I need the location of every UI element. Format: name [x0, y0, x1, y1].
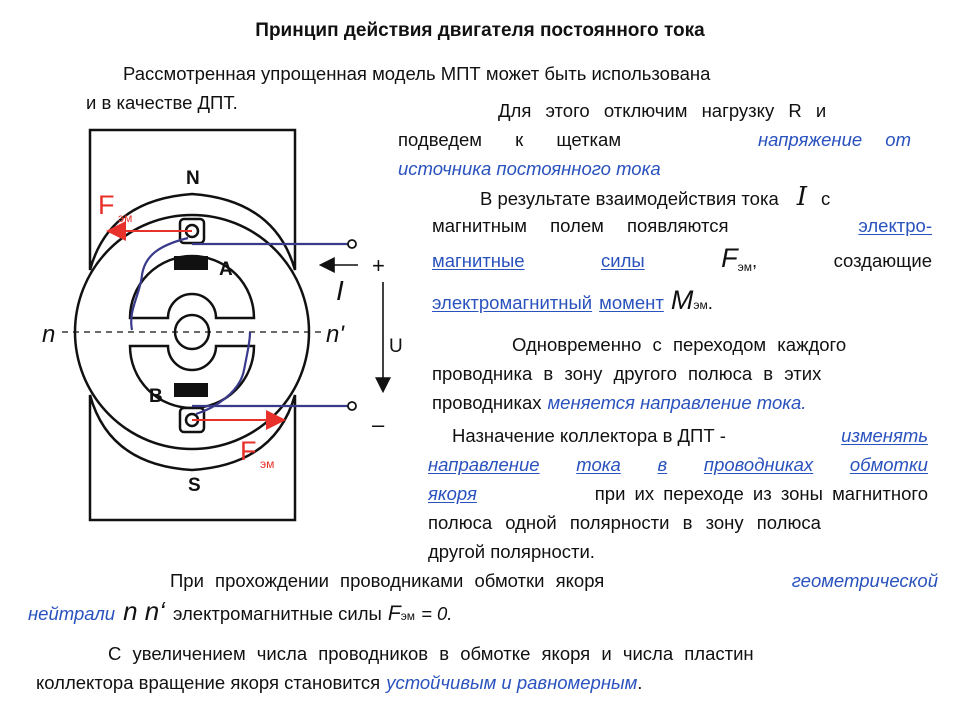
brush-a-shape	[174, 256, 208, 270]
collector-current-term: тока	[576, 454, 621, 475]
result-forces-term: силы	[601, 250, 645, 271]
force-bottom-subscript: эм	[260, 457, 275, 471]
pole-s-label: S	[188, 475, 201, 496]
disconnect-source-term: источника постоянного тока	[398, 158, 661, 179]
pole-n-label: N	[186, 168, 200, 189]
disconnect-line-2a: подведем к щеткам	[398, 129, 622, 150]
neutral-force-subscript: эм	[400, 609, 416, 623]
neutral-axis-symbols: n n‘	[123, 596, 165, 626]
intro-line-1: Рассмотренная упрощенная модель МПТ может быть использована	[123, 63, 711, 84]
current-label: I	[336, 275, 344, 306]
result-line-2a: магнитным полем появляются	[432, 215, 729, 236]
result-line-1a: В результате взаимодействия тока	[480, 188, 779, 209]
result-moment-term-2: момент	[599, 292, 664, 313]
intro-line-2: и в качестве ДПТ.	[86, 92, 238, 113]
voltage-label: U	[389, 336, 403, 357]
result-em-term-2: магнитные	[432, 250, 525, 271]
collector-armature-term: якоря	[428, 483, 477, 504]
force-bottom-label: F	[240, 436, 257, 466]
neutral-n-prime-label: n'	[326, 321, 344, 348]
collector-change-term: изменять	[841, 425, 928, 446]
simultaneous-line-2: проводника в зону другого полюса в этих	[432, 363, 822, 384]
result-line-1b: с	[821, 188, 831, 209]
paragraph-simultaneous	[432, 330, 920, 417]
moment-dot: .	[707, 292, 713, 313]
shaft-circle	[175, 315, 209, 349]
paragraph-disconnect-load	[398, 96, 911, 183]
paragraph-neutral	[28, 566, 938, 631]
collector-conductors-term: проводниках	[703, 454, 814, 475]
brush-b-shape	[174, 383, 208, 397]
final-line-2a: коллектора вращение якоря становится	[36, 672, 381, 693]
neutral-term: нейтрали	[28, 603, 116, 624]
motor-diagram	[0, 0, 460, 560]
neutral-equals-zero: = 0.	[421, 603, 453, 624]
result-line-3c: создающие	[833, 250, 932, 271]
collector-line-5: другой полярности.	[428, 541, 595, 562]
neutral-force-symbol: F	[387, 602, 401, 625]
terminal-minus	[348, 402, 356, 410]
force-top-subscript: эм	[118, 211, 133, 225]
terminal-plus	[348, 240, 356, 248]
collector-direction-term: направление	[428, 454, 540, 475]
final-dot: .	[637, 672, 643, 693]
collector-winding-term: обмотки	[849, 454, 928, 475]
force-top-label: F	[98, 190, 115, 220]
minus-label: –	[372, 412, 385, 437]
paragraph-collector-purpose	[428, 421, 928, 566]
moment-subscript: эм	[693, 298, 708, 312]
neutral-n-label: n	[42, 321, 56, 348]
simultaneous-line-3a: проводниках	[432, 392, 542, 413]
neutral-line-2b: электромагнитные силы	[172, 603, 382, 624]
collector-line-1a: Назначение коллектора в ДПТ -	[452, 425, 726, 446]
paragraph-final	[28, 639, 938, 697]
collector-in-term: в	[657, 454, 668, 475]
simultaneous-direction-term: меняется направление тока.	[547, 392, 807, 413]
final-line-1: С увеличением числа проводников в обмотке якоря и числа пластин	[108, 643, 754, 664]
neutral-line-1a: При прохождении проводниками обмотки якоря	[170, 570, 605, 591]
result-moment-term-1: электромагнитный	[432, 292, 593, 313]
neutral-geometric-term: геометрической	[791, 570, 938, 591]
brush-b-label: B	[149, 386, 163, 407]
disconnect-voltage-term: напряжение от	[757, 129, 911, 150]
disconnect-line-1: Для этого отключим нагрузку R и	[498, 100, 827, 121]
collector-line-4: полюса одной полярности в зону полюса	[428, 512, 821, 533]
moment-symbol: M	[670, 285, 694, 315]
force-symbol: F	[721, 243, 738, 273]
plus-label: +	[372, 253, 385, 278]
paragraph-interaction-result	[432, 183, 932, 320]
brush-a-label: A	[219, 259, 233, 280]
simultaneous-line-1: Одновременно с переходом каждого	[512, 334, 847, 355]
collector-line-3b: при их переходе из зоны магнитного	[594, 483, 928, 504]
force-comma: ,	[752, 250, 758, 271]
final-stable-term: устойчивым и равномерным	[386, 672, 638, 693]
result-em-term-1: электро-	[858, 215, 932, 236]
page-title: Принцип действия двигателя постоянного тока	[255, 20, 705, 41]
current-symbol: I	[796, 182, 808, 212]
force-subscript: эм	[737, 260, 752, 274]
